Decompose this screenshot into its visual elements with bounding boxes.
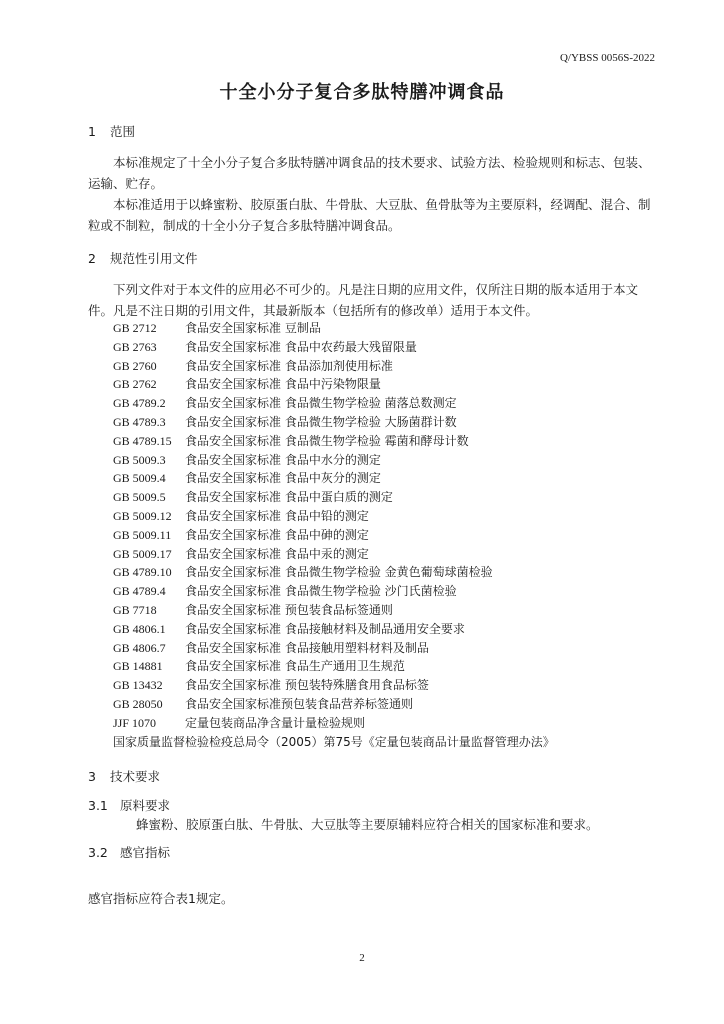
reference-item [113, 507, 555, 526]
reference-code: GB 7718 [113, 602, 157, 617]
reference-code: GB 14881 [113, 659, 163, 674]
reference-title: 食品安全国家标准 食品微生物学检验 菌落总数测定 [185, 396, 457, 411]
reference-code: GB 5009.4 [113, 471, 166, 486]
reference-item [113, 413, 555, 432]
reference-title: 食品安全国家标准 预包装特殊膳食用食品标签 [185, 678, 429, 693]
reference-code: GB 13432 [113, 678, 163, 693]
section-number: 3 [88, 769, 96, 784]
reference-item [113, 319, 555, 338]
reference-item [113, 563, 555, 582]
reference-code: GB 5009.12 [113, 508, 172, 523]
reference-item [113, 526, 555, 545]
reference-code: GB 5009.11 [113, 527, 172, 542]
section-title: 感官指标 [120, 845, 171, 860]
section-3-heading [88, 767, 160, 785]
reference-item [113, 488, 555, 507]
raw-material-paragraph: 蜂蜜粉、胶原蛋白肽、牛骨肽、大豆肽等主要原辅料应符合相关的国家标准和要求。 [136, 817, 599, 832]
reference-code: GB 4806.1 [113, 621, 166, 636]
reference-code: GB 4789.15 [113, 433, 172, 448]
section-number: 3.1 [88, 798, 108, 813]
reference-title: 食品安全国家标准 食品中污染物限量 [185, 377, 381, 392]
reference-title: 食品安全国家标准预包装食品营养标签通则 [185, 696, 414, 711]
reference-code: GB 5009.17 [113, 546, 172, 561]
reference-title: 食品安全国家标准 食品中砷的测定 [185, 527, 369, 542]
reference-title: 食品安全国家标准 预包装食品标签通则 [185, 602, 393, 617]
section-number: 1 [88, 124, 96, 139]
reference-title: 食品安全国家标准 食品微生物学检验 大肠菌群计数 [185, 414, 457, 429]
reference-title: 食品安全国家标准 食品中铅的测定 [185, 508, 369, 523]
reference-item [113, 545, 555, 564]
reference-title: 食品安全国家标准 食品添加剂使用标准 [185, 358, 393, 373]
reference-code: GB 4789.4 [113, 584, 166, 599]
reference-code: GB 4789.3 [113, 414, 166, 429]
reference-code: JJF 1070 [113, 715, 157, 730]
reference-item [113, 714, 555, 733]
reference-title: 食品安全国家标准 食品微生物学检验 金黄色葡萄球菌检验 [185, 565, 493, 580]
reference-code: GB 2760 [113, 358, 157, 373]
reference-code: GB 4789.2 [113, 396, 166, 411]
reference-title: 食品安全国家标准 食品微生物学检验 霉菌和酵母计数 [185, 433, 469, 448]
reference-item [113, 338, 555, 357]
section-2-heading [88, 249, 198, 267]
reference-title: 食品安全国家标准 食品接触用塑料材料及制品 [185, 640, 429, 655]
section-1-heading [88, 122, 135, 140]
reference-title: 食品安全国家标准 豆制品 [185, 321, 321, 335]
reference-title: 食品安全国家标准 食品中灰分的测定 [185, 471, 381, 486]
section-title: 技术要求 [110, 769, 161, 784]
reference-item [113, 620, 555, 639]
sensory-paragraph: 感官指标应符合表1规定。 [88, 891, 234, 906]
reference-title: 定量包装商品净含量计量检验规则 [185, 715, 366, 730]
reference-code: GB 5009.5 [113, 490, 166, 505]
section-title: 规范性引用文件 [110, 251, 198, 266]
section-3-1-heading [88, 796, 170, 814]
reference-title: 食品安全国家标准 食品接触材料及制品通用安全要求 [185, 621, 465, 636]
reference-item [113, 657, 555, 676]
reference-note: 国家质量监督检验检疫总局令（2005）第75号《定量包装商品计量监督管理办法》 [113, 734, 555, 749]
section-3-2-heading [88, 843, 170, 861]
page-title: 十全小分子复合多肽特膳冲调食品 [219, 82, 505, 103]
reference-item [113, 639, 555, 658]
section-title: 原料要求 [120, 798, 171, 813]
reference-item [113, 601, 555, 620]
scope-paragraph-2: 本标准适用于以蜂蜜粉、胶原蛋白肽、牛骨肽、大豆肽、鱼骨肽等为主要原料，经调配、混合、制粒或不制粒，制成的十全小分子复合多肽特膳冲调食品。 [88, 197, 651, 233]
reference-title: 食品安全国家标准 食品中水分的测定 [185, 452, 381, 467]
reference-code: GB 4789.10 [113, 565, 172, 580]
reference-title: 食品安全国家标准 食品中农药最大残留限量 [185, 339, 417, 354]
reference-title: 食品安全国家标准 食品生产通用卫生规范 [185, 659, 405, 674]
reference-item [113, 375, 555, 394]
reference-title: 食品安全国家标准 食品中蛋白质的测定 [185, 490, 393, 505]
reference-item [113, 451, 555, 470]
reference-code: GB 2762 [113, 377, 157, 392]
section-number: 3.2 [88, 845, 108, 860]
references-intro: 下列文件对于本文件的应用必不可少的。凡是注日期的应用文件，仅所注日期的版本适用于本文件。凡是不注日期的引用文件，其最新版本（包括所有的修改单）适用于本文件。 [88, 282, 639, 318]
reference-code: GB 2763 [113, 339, 157, 354]
reference-title: 食品安全国家标准 食品微生物学检验 沙门氏菌检验 [185, 584, 457, 599]
reference-code: GB 28050 [113, 696, 163, 711]
reference-code: GB 4806.7 [113, 640, 166, 655]
reference-code: GB 2712 [113, 321, 157, 335]
reference-item [113, 676, 555, 695]
reference-item [113, 394, 555, 413]
reference-item [113, 357, 555, 376]
section-title: 范围 [110, 124, 136, 139]
reference-item [113, 469, 555, 488]
page-number: 2 [359, 952, 365, 964]
reference-item [113, 582, 555, 601]
reference-title: 食品安全国家标准 食品中汞的测定 [185, 546, 369, 561]
doc-code: Q/YBSS 0056S-2022 [559, 52, 655, 64]
reference-list [113, 319, 555, 751]
reference-code: GB 5009.3 [113, 452, 166, 467]
scope-paragraph-1: 本标准规定了十全小分子复合多肽特膳冲调食品的技术要求、试验方法、检验规则和标志、包装、运输、贮存。 [88, 155, 651, 191]
section-number: 2 [88, 251, 96, 266]
reference-item [113, 432, 555, 451]
reference-item [113, 695, 555, 714]
